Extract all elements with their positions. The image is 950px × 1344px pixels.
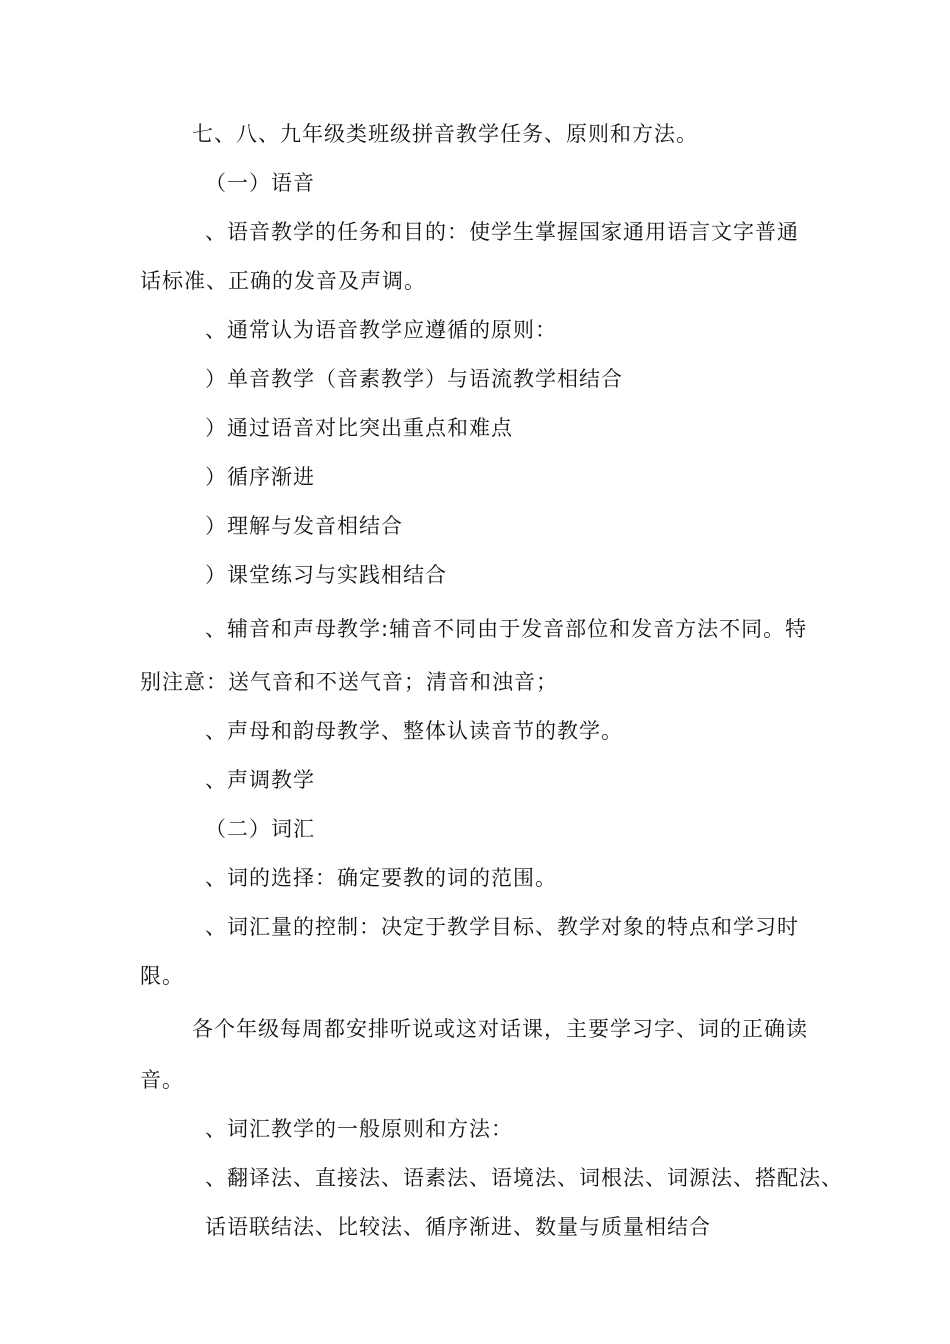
paragraph-line: 、翻译法、直接法、语素法、语境法、词根法、词源法、搭配法、 <box>205 1166 843 1190</box>
list-item: ）通过语音对比突出重点和难点 <box>205 416 513 440</box>
paragraph-line: 、语音教学的任务和目的：使学生掌握国家通用语言文字普通 <box>205 220 799 244</box>
section-heading-phonetics: （一）语音 <box>205 171 315 195</box>
paragraph-line: 别注意：送气音和不送气音；清音和浊音； <box>140 670 558 694</box>
section-heading-vocabulary: （二）词汇 <box>205 817 315 841</box>
paragraph-line: 音。 <box>140 1068 184 1092</box>
paragraph-line: 各个年级每周都安排听说或这对话课，主要学习字、词的正确读 <box>192 1017 808 1041</box>
list-item: ）循序渐进 <box>205 465 315 489</box>
list-item: ）单音教学（音素教学）与语流教学相结合 <box>205 367 623 391</box>
paragraph-line: 限。 <box>140 964 184 988</box>
paragraph-line: 、声调教学 <box>205 768 315 792</box>
paragraph-line: 话标准、正确的发音及声调。 <box>140 269 426 293</box>
paragraph-line: 、辅音和声母教学:辅音不同由于发音部位和发音方法不同。特 <box>205 617 808 641</box>
paragraph-line: 、通常认为语音教学应遵循的原则： <box>205 318 557 342</box>
paragraph-line: 、词汇教学的一般原则和方法： <box>205 1117 513 1141</box>
list-item: ）理解与发音相结合 <box>205 514 403 538</box>
paragraph-line: 、词汇量的控制：决定于教学目标、教学对象的特点和学习时 <box>205 915 799 939</box>
heading-main: 七、八、九年级类班级拼音教学任务、原则和方法。 <box>192 122 698 146</box>
paragraph-line: 、声母和韵母教学、整体认读音节的教学。 <box>205 719 623 743</box>
paragraph-line: 话语联结法、比较法、循序渐进、数量与质量相结合 <box>205 1215 711 1239</box>
list-item: ）课堂练习与实践相结合 <box>205 563 447 587</box>
paragraph-line: 、词的选择：确定要教的词的范围。 <box>205 866 557 890</box>
